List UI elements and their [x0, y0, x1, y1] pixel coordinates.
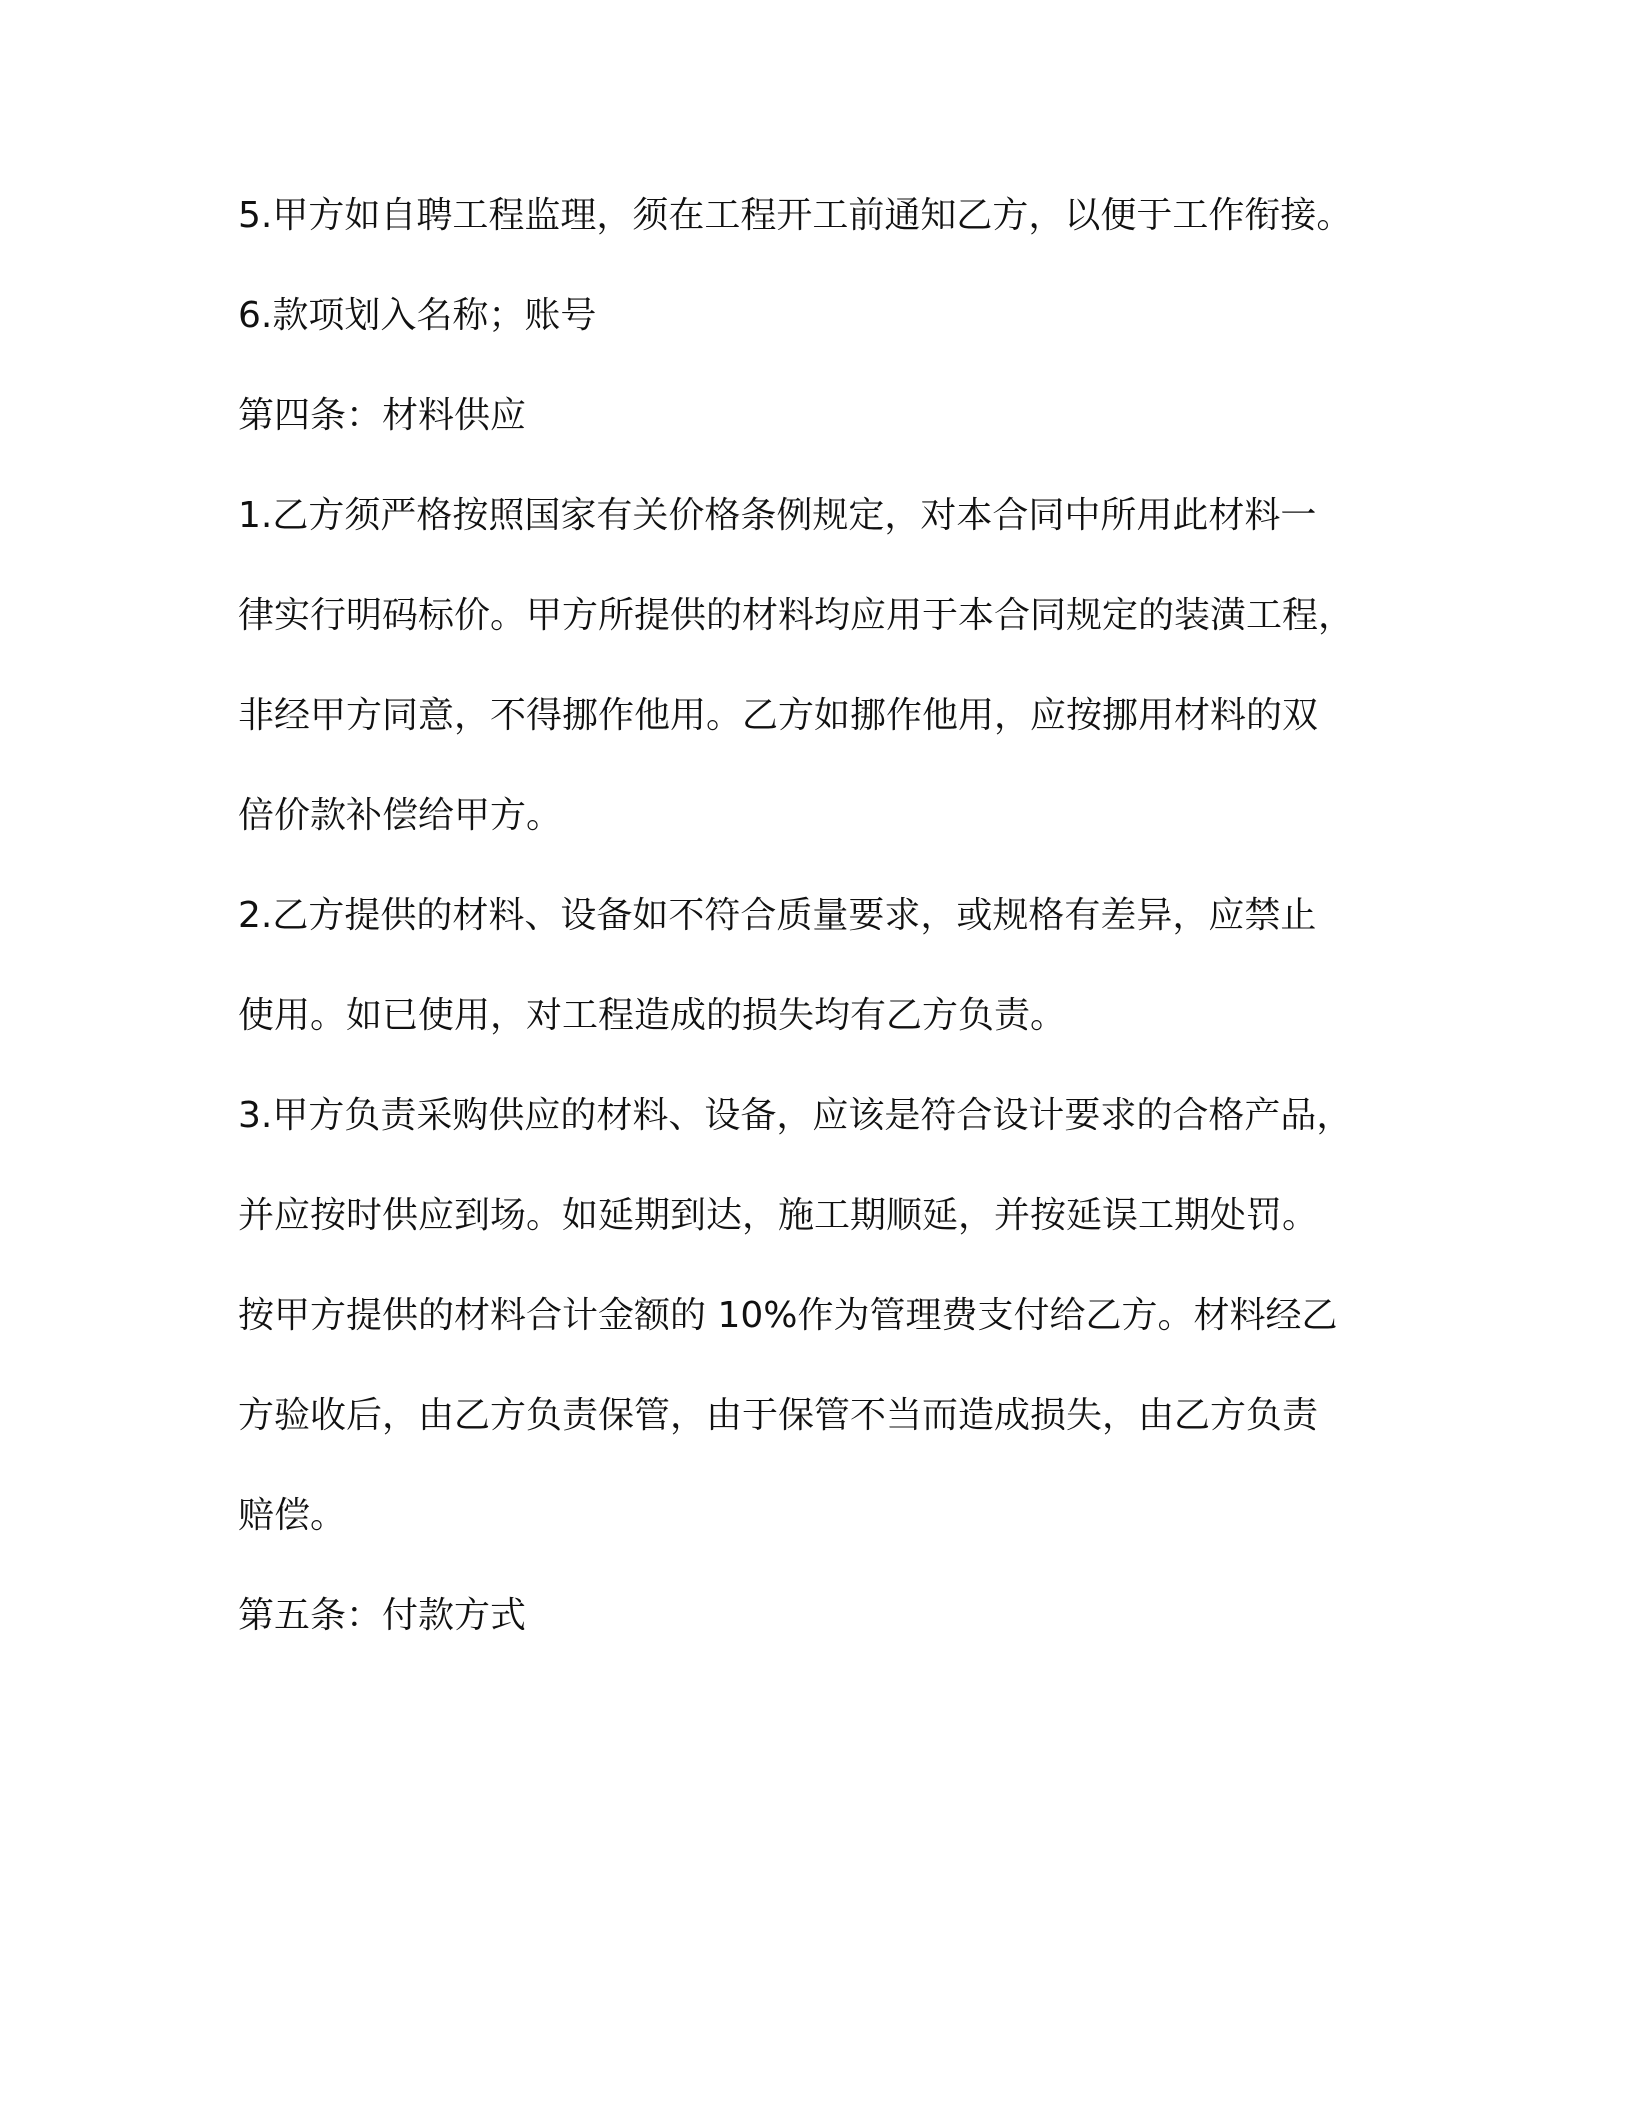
article-4-heading: 第四条：材料供应: [238, 395, 527, 436]
article-4-item-3-line-2: 并应按时供应到场。如延期到达，施工期顺延，并按延误工期处罚。: [238, 1195, 1319, 1236]
clause-3-item-6: 6.款项划入名称；账号: [238, 295, 597, 336]
article-4-item-3-line-1: 3.甲方负责采购供应的材料、设备，应该是符合设计要求的合格产品，: [238, 1095, 1353, 1136]
clause-3-item-5: 5.甲方如自聘工程监理，须在工程开工前通知乙方，以便于工作衔接。: [238, 195, 1353, 236]
article-4-item-1-line-3: 非经甲方同意，不得挪作他用。乙方如挪作他用，应按挪用材料的双: [238, 695, 1319, 736]
article-4-item-1-line-2: 律实行明码标价。甲方所提供的材料均应用于本合同规定的装潢工程，: [238, 595, 1355, 636]
article-4-item-1-line-4: 倍价款补偿给甲方。: [238, 795, 563, 836]
article-4-item-2-line-2: 使用。如已使用，对工程造成的损失均有乙方负责。: [238, 995, 1067, 1036]
article-5-heading: 第五条：付款方式: [238, 1595, 527, 1636]
article-4-item-3-line-5: 赔偿。: [238, 1495, 347, 1536]
article-4-item-3-line-4: 方验收后，由乙方负责保管，由于保管不当而造成损失，由乙方负责: [238, 1395, 1319, 1436]
article-4-item-2-line-1: 2.乙方提供的材料、设备如不符合质量要求，或规格有差异，应禁止: [238, 895, 1317, 936]
article-4-item-1-line-1: 1.乙方须严格按照国家有关价格条例规定，对本合同中所用此材料一: [238, 495, 1317, 536]
article-4-item-3-line-3: 按甲方提供的材料合计金额的 10%作为管理费支付给乙方。材料经乙: [238, 1295, 1338, 1336]
